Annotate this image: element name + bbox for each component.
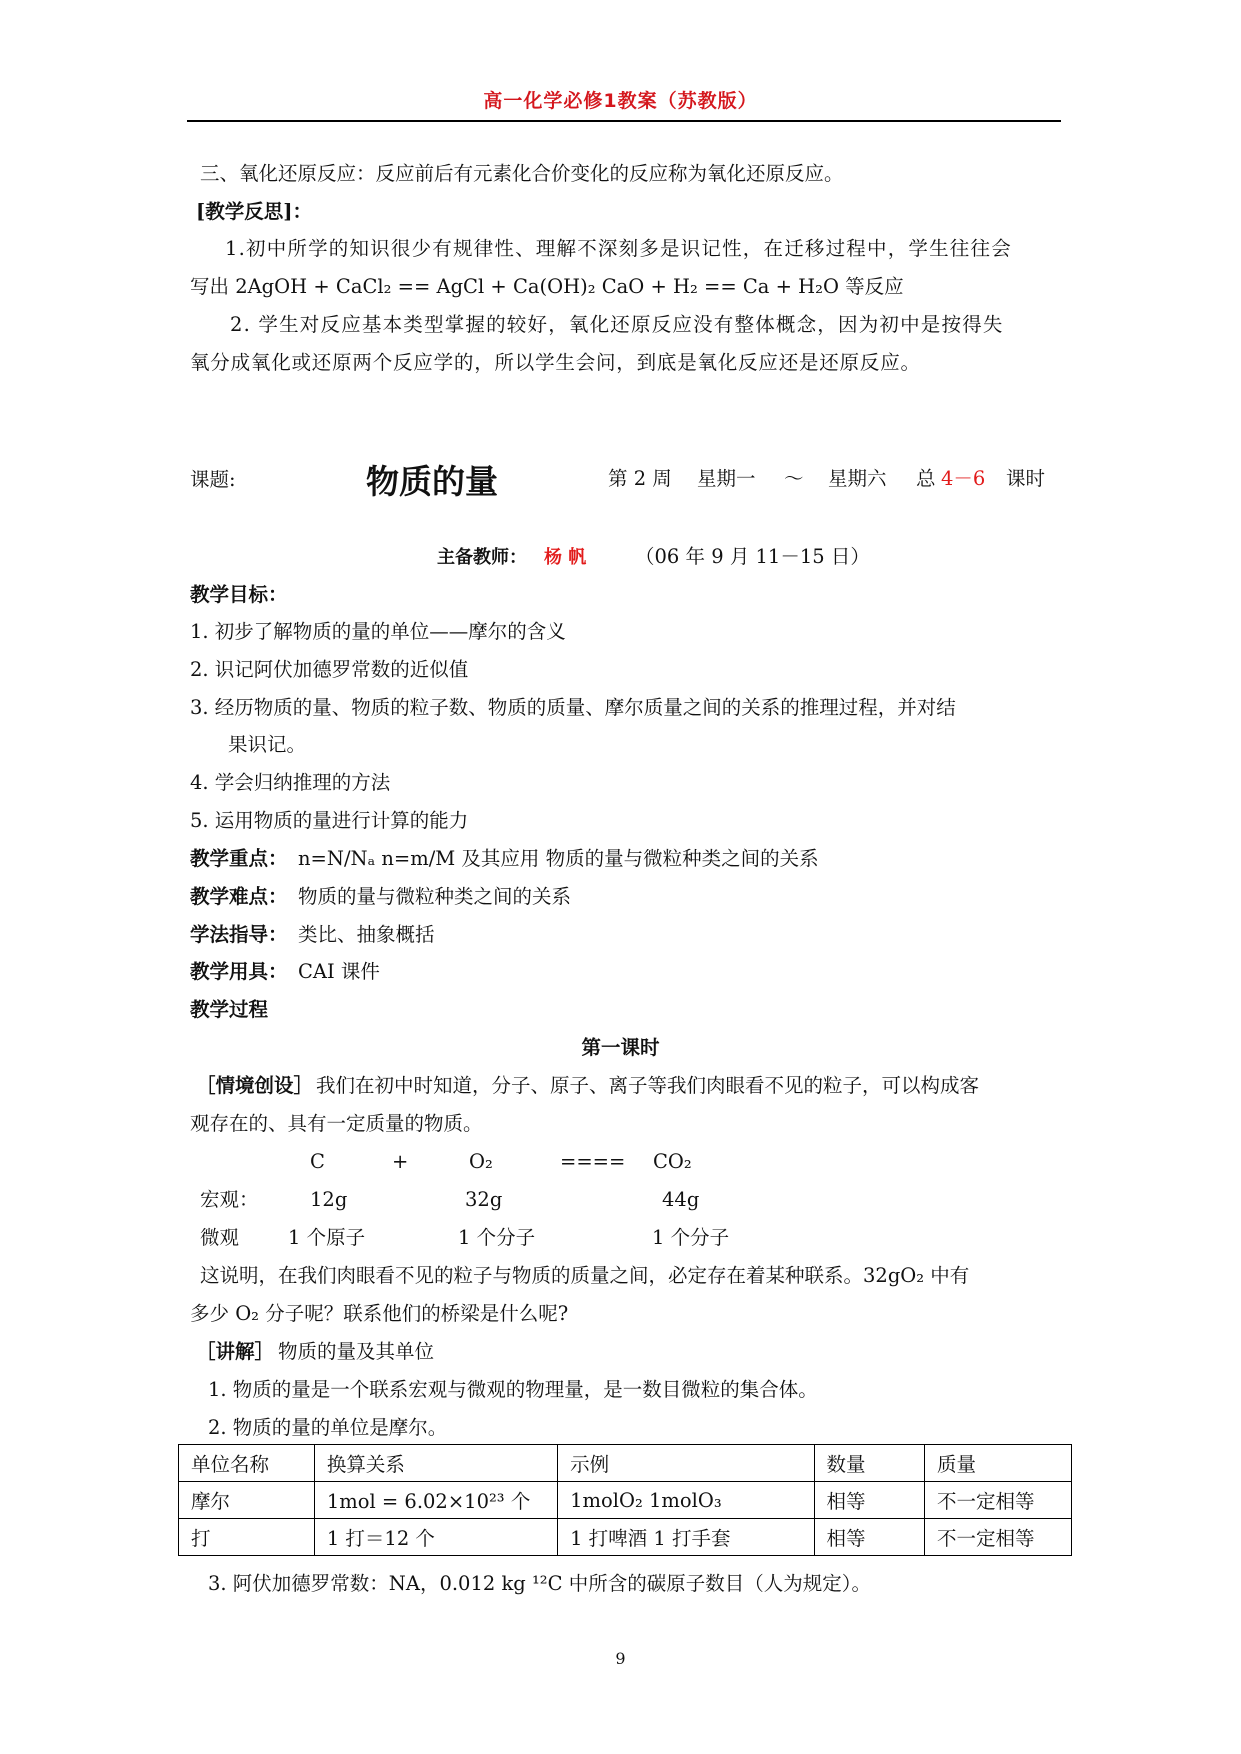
table-cell: 1 打＝12 个 xyxy=(314,1519,557,1556)
micro-oxygen: 1 个分子 xyxy=(458,1226,536,1249)
week-number: 第 2 周 xyxy=(608,467,672,490)
table-header-row xyxy=(179,1445,1072,1482)
micro-label: 微观 xyxy=(200,1226,240,1249)
teacher-name: 杨 帆 xyxy=(544,547,587,568)
reflection-heading: [教学反思]： xyxy=(196,200,312,223)
point-2: 2. 物质的量的单位是摩尔。 xyxy=(208,1416,448,1439)
lesson-hours: 4－6 xyxy=(941,467,986,490)
unit-comparison-table xyxy=(178,1444,1072,1556)
table-cell: 不一定相等 xyxy=(925,1482,1072,1519)
goal-item: 3. 经历物质的量、物质的粒子数、物质的质量、摩尔质量之间的关系的推理过程，并对结 xyxy=(190,696,956,719)
table-cell: 1molO₂ 1molO₃ xyxy=(558,1482,814,1519)
goal-item: 5. 运用物质的量进行计算的能力 xyxy=(190,809,469,832)
lecture-label: ［讲解］ xyxy=(196,1340,275,1363)
lecture-text: 物质的量及其单位 xyxy=(278,1340,435,1363)
explain-line1: 这说明，在我们肉眼看不见的粒子与物质的质量之间，必定存在着某种联系。32gO₂ 中有 xyxy=(200,1264,970,1287)
macro-oxygen: 32g xyxy=(465,1188,503,1211)
eq-plus: + xyxy=(392,1150,409,1173)
macro-carbon: 12g xyxy=(310,1188,348,1211)
table-header-cell: 换算关系 xyxy=(314,1445,557,1482)
key-points-text: n=N/Nₐ n=m/M 及其应用 物质的量与微粒种类之间的关系 xyxy=(298,847,819,870)
day-start: 星期一 xyxy=(697,467,756,490)
date-range: （06 年 9 月 11－15 日） xyxy=(635,545,870,568)
difficulty-text: 物质的量与微粒种类之间的关系 xyxy=(298,885,572,908)
day-end: 星期六 xyxy=(828,467,887,490)
running-header: 高一化学必修1教案（苏教版） xyxy=(483,90,758,112)
method-text: 类比、抽象概括 xyxy=(298,923,435,946)
goals-heading: 教学目标： xyxy=(190,583,288,606)
macro-co2: 44g xyxy=(662,1188,700,1211)
scene-label: ［情境创设］ xyxy=(196,1074,314,1097)
method-label: 学法指导： xyxy=(190,923,288,946)
scene-line1: 我们在初中时知道，分子、原子、离子等我们肉眼看不见的粒子，可以构成客 xyxy=(316,1074,980,1097)
teacher-label: 主备教师： xyxy=(437,547,527,568)
table-cell: 打 xyxy=(179,1519,315,1556)
process-heading: 教学过程 xyxy=(190,998,269,1021)
table-cell: 相等 xyxy=(814,1482,924,1519)
header-rule xyxy=(187,120,1061,122)
tools-label: 教学用具： xyxy=(190,960,288,983)
goal-item: 4. 学会归纳推理的方法 xyxy=(190,771,391,794)
point-3: 3. 阿伏加德罗常数：NA，0.012 kg ¹²C 中所含的碳原子数目（人为规定）。 xyxy=(208,1572,871,1595)
table-header-cell: 质量 xyxy=(925,1445,1072,1482)
eq-co2: CO₂ xyxy=(653,1150,692,1173)
goal-item: 2. 识记阿伏加德罗常数的近似值 xyxy=(190,658,469,681)
point-1: 1. 物质的量是一个联系宏观与微观的物理量，是一数目微粒的集合体。 xyxy=(208,1378,818,1401)
eq-arrow: ==== xyxy=(560,1150,626,1173)
reflection-p2-line2: 氧分成氧化或还原两个反应学的，所以学生会问，到底是氧化反应还是还原反应。 xyxy=(190,351,921,374)
micro-co2: 1 个分子 xyxy=(652,1226,730,1249)
total-label: 总 xyxy=(916,467,936,490)
table-cell: 1 打啤酒 1 打手套 xyxy=(558,1519,814,1556)
table-cell: 摩尔 xyxy=(179,1482,315,1519)
reflection-p2-line1: 2. 学生对反应基本类型掌握的较好，氧化还原反应没有整体概念，因为初中是按得失 xyxy=(230,313,1004,336)
page-number: 9 xyxy=(615,1649,626,1668)
table-header-cell: 单位名称 xyxy=(179,1445,315,1482)
reflection-p1-line1: 1.初中所学的知识很少有规律性、理解不深刻多是识记性，在迁移过程中，学生往往会 xyxy=(225,237,1012,260)
redox-definition: 三、氧化还原反应：反应前后有元素化合价变化的反应称为氧化还原反应。 xyxy=(200,162,844,185)
tilde: ～ xyxy=(784,467,804,490)
explain-line2: 多少 O₂ 分子呢？联系他们的桥梁是什么呢? xyxy=(190,1302,569,1325)
macro-label: 宏观： xyxy=(200,1188,259,1211)
table-row xyxy=(179,1482,1072,1519)
key-points-label: 教学重点： xyxy=(190,847,288,870)
table-cell: 1mol = 6.02×10²³ 个 xyxy=(314,1482,557,1519)
first-lesson-heading: 第一课时 xyxy=(581,1036,660,1059)
reflection-p1-line2: 写出 2AgOH + CaCl₂ == AgCl + Ca(OH)₂ CaO + H₂ == Ca + H₂O 等反应 xyxy=(190,275,904,298)
goal-item-continuation: 果识记。 xyxy=(228,733,307,756)
table-header-cell: 数量 xyxy=(814,1445,924,1482)
hours-label: 课时 xyxy=(1006,467,1046,490)
micro-carbon: 1 个原子 xyxy=(288,1226,366,1249)
scene-line2: 观存在的、具有一定质量的物质。 xyxy=(190,1112,483,1135)
table-cell: 相等 xyxy=(814,1519,924,1556)
eq-oxygen: O₂ xyxy=(469,1150,493,1173)
topic-title: 物质的量 xyxy=(366,462,498,501)
goal-item: 1. 初步了解物质的量的单位——摩尔的含义 xyxy=(190,620,566,643)
eq-carbon: C xyxy=(310,1150,325,1173)
topic-label: 课题: xyxy=(190,468,236,491)
difficulty-label: 教学难点： xyxy=(190,885,288,908)
table-header-cell: 示例 xyxy=(558,1445,814,1482)
table-row xyxy=(179,1519,1072,1556)
tools-text: CAI 课件 xyxy=(298,960,380,983)
table-cell: 不一定相等 xyxy=(925,1519,1072,1556)
